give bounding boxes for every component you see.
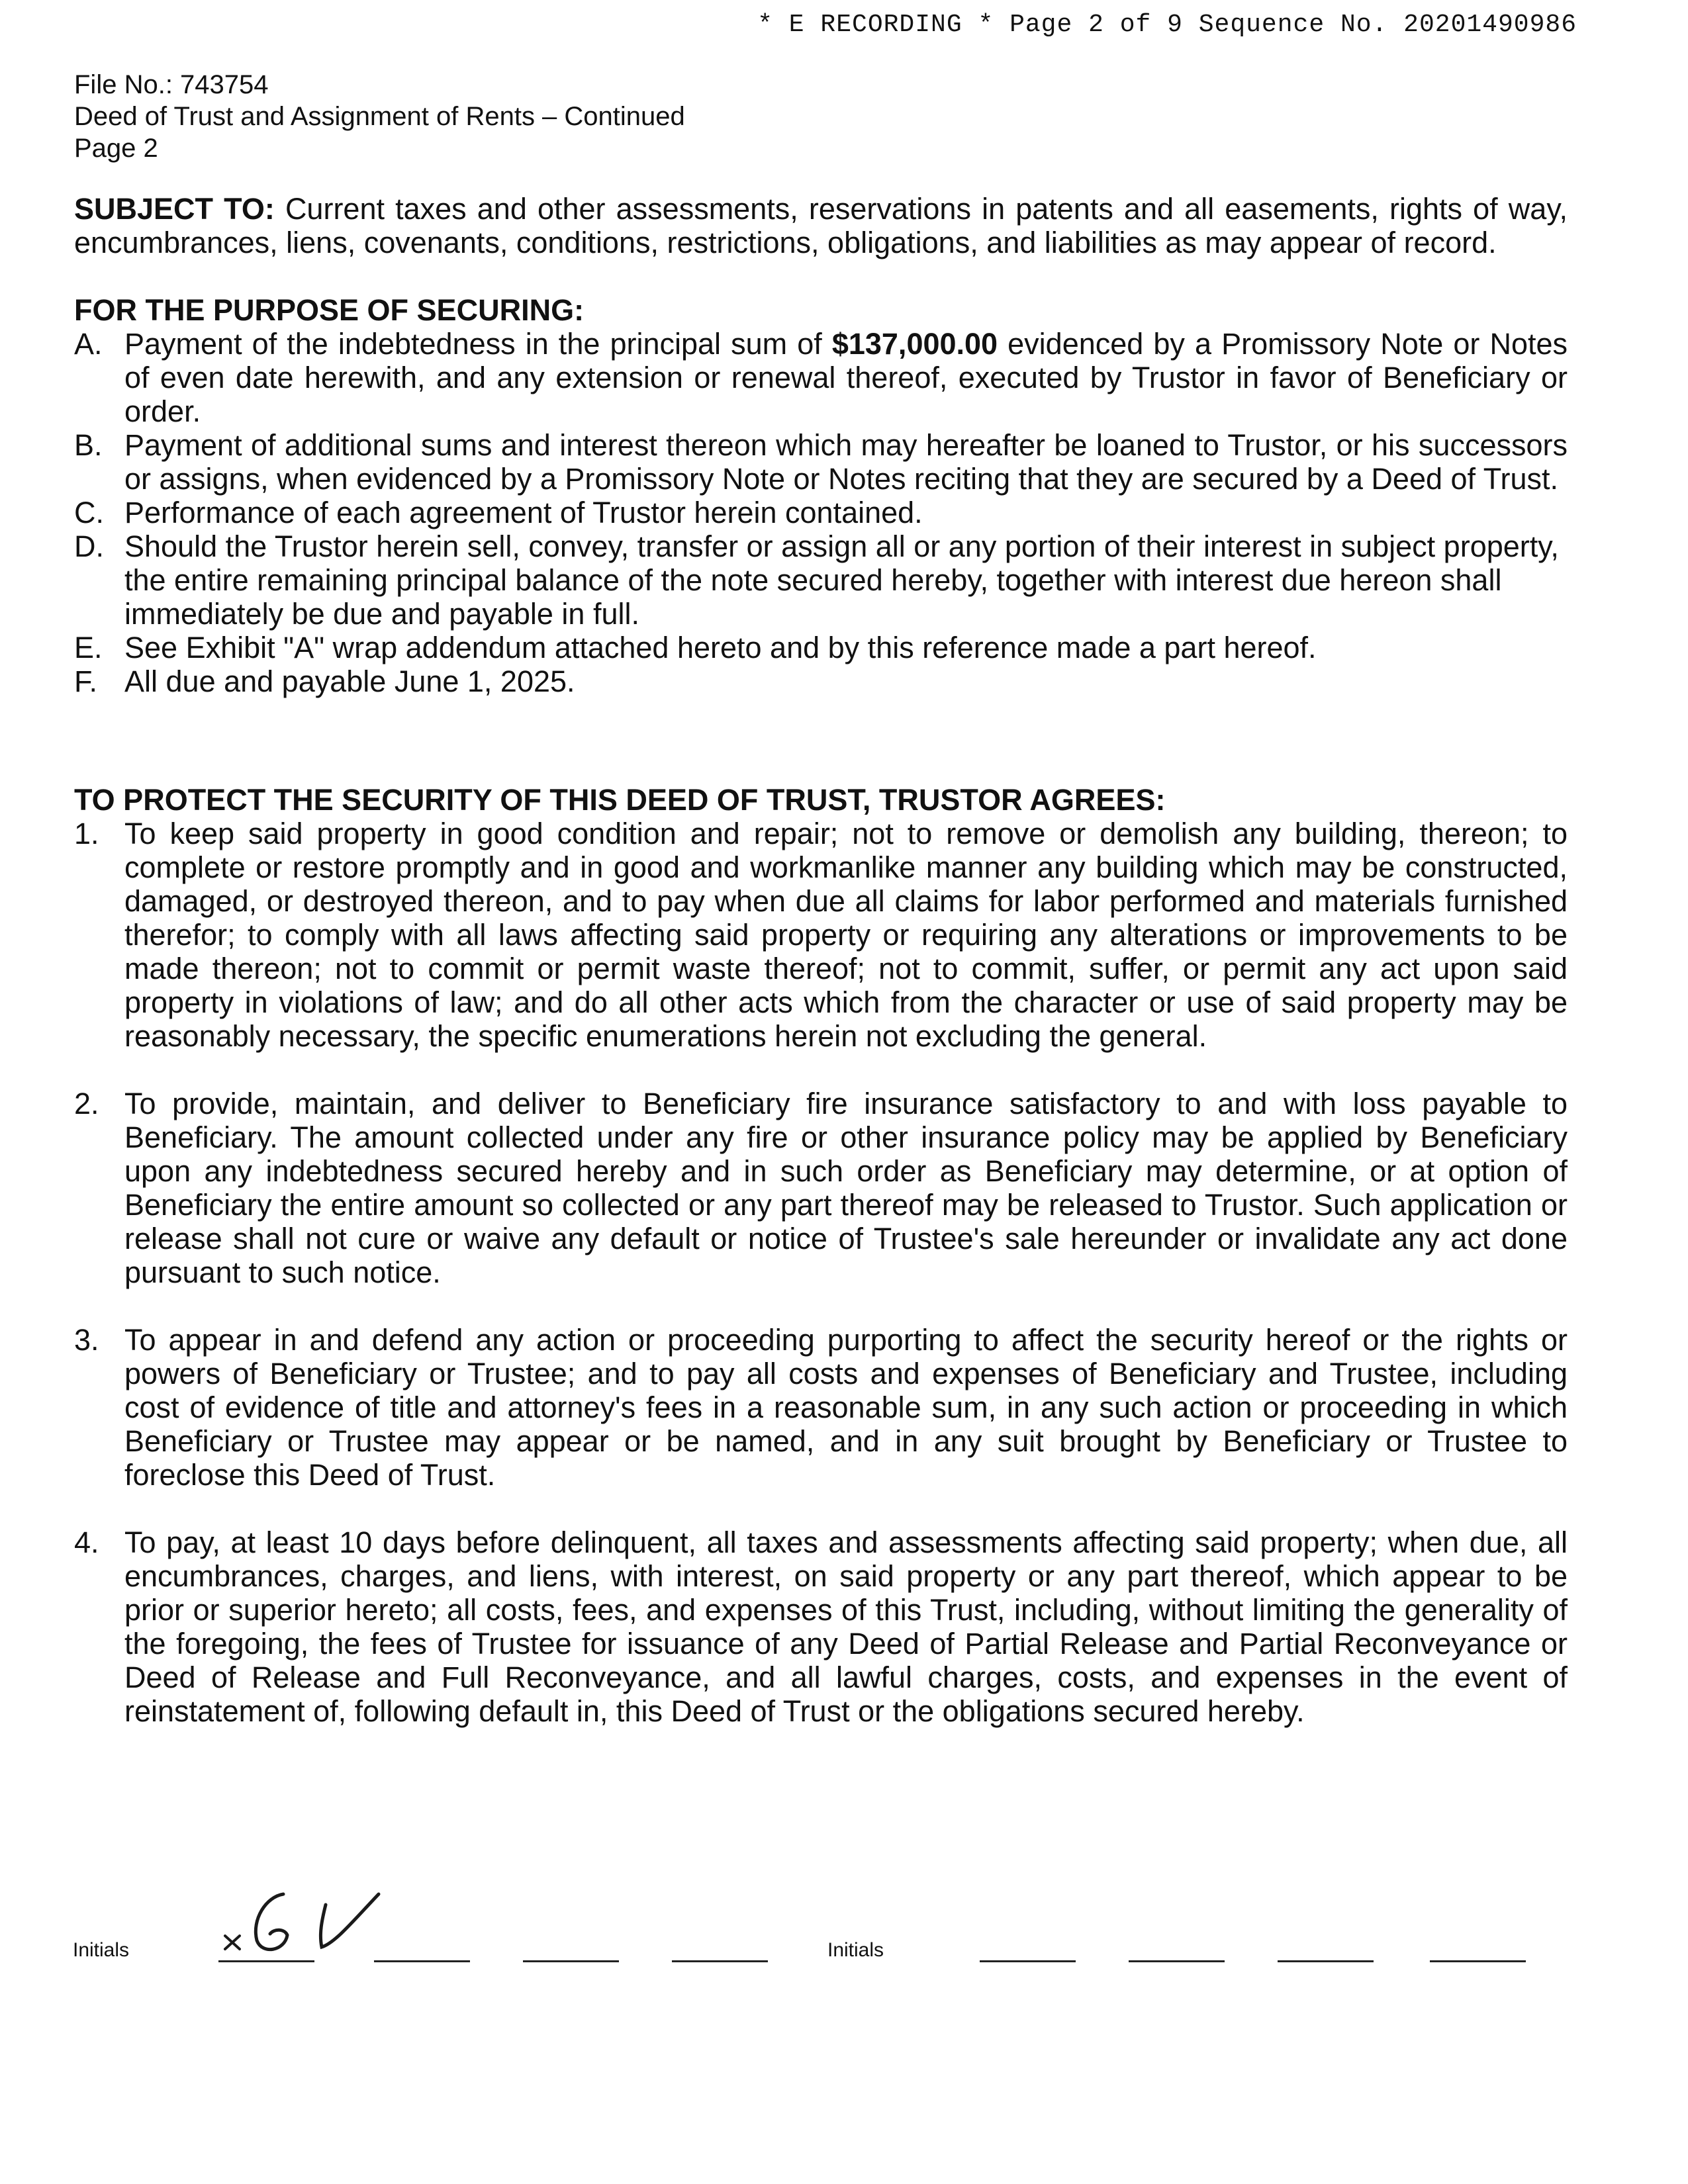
file-number: File No.: 743754	[74, 70, 269, 99]
initials-line[interactable]	[1129, 1960, 1225, 1962]
purpose-item-text: Should the Trustor herein sell, convey, transfer or assign all or any portion of their interest in subject property, the entire remaining principal balance of the note secured hereby, together with interest due hereon shall immediately be due and payable in full.	[124, 529, 1559, 631]
purpose-item-e	[74, 631, 1568, 664]
protect-item-text: To pay, at least 10 days before delinquent, all taxes and assessments affecting said property; when due, all encumbrances, charges, and liens, with interest, on said property or any part thereof, which appear to be prior or superior hereto; all costs, fees, and expenses of this Trust, including, without limiting the generality of the foregoing, the fees of Trustee for issuance of any Deed of Partial Release and Partial Reconveyance or Deed of Release and Full Reconveyance, and all lawful charges, costs, and expenses in the event of reinstatement of, following default in, this Deed of Trust or the obligations secured hereby.	[124, 1525, 1568, 1728]
purpose-item-f	[74, 664, 1568, 698]
purpose-item-text: See Exhibit "A" wrap addendum attached hereto and by this reference made a part hereof.	[124, 631, 1317, 664]
purpose-item-d	[74, 529, 1568, 631]
purpose-item-text: evidenced by a Promissory Note or Notes of even date herewith, and any extension or renewal thereof, executed by Trustor in favor of Beneficiary or order.	[124, 327, 1568, 428]
list-marker: B.	[74, 428, 103, 462]
protect-item-text: To appear in and defend any action or proceeding purporting to affect the security hereof or the rights or powers of Beneficiary or Trustee; and to pay all costs and expenses of Beneficiary and Trustee, including cost of evidence of title and attorney's fees in a reasonable sum, in any such action or proceeding in which Beneficiary or Trustee may appear or be named, and in any suit brought by Beneficiary or Trustee to foreclose this Deed of Trust.	[124, 1323, 1568, 1492]
list-marker: 4.	[74, 1525, 99, 1559]
subject-to-section	[74, 192, 1568, 259]
document-title: Deed of Trust and Assignment of Rents – Continued	[74, 102, 685, 131]
initials-line[interactable]	[672, 1960, 768, 1962]
principal-amount: $137,000.00	[831, 327, 998, 361]
document-header	[74, 69, 685, 164]
subject-to-label: SUBJECT TO:	[74, 192, 275, 226]
purpose-heading: FOR THE PURPOSE OF SECURING:	[74, 293, 585, 327]
handwritten-initials-signature	[205, 1880, 430, 1966]
protect-list	[74, 817, 1568, 1728]
purpose-item-text: Payment of additional sums and interest thereon which may hereafter be loaned to Trustor, or his successors or assigns, when evidenced by a Promissory Note or Notes reciting that they are secured by a Deed of Trust.	[124, 428, 1568, 496]
list-marker: 2.	[74, 1087, 99, 1120]
purpose-list	[74, 327, 1568, 698]
list-marker: A.	[74, 327, 103, 361]
initials-line[interactable]	[218, 1960, 314, 1962]
purpose-item-b	[74, 428, 1568, 496]
purpose-item-c	[74, 496, 1568, 529]
subject-to-text: Current taxes and other assessments, reservations in patents and all easements, rights of way, encumbrances, liens, covenants, conditions, restrictions, obligations, and liabilities as may appear of record.	[74, 192, 1568, 259]
list-marker: 1.	[74, 817, 99, 850]
protect-item-4	[74, 1525, 1568, 1728]
document-body	[74, 192, 1568, 1728]
purpose-item-text: Performance of each agreement of Trustor herein contained.	[124, 496, 923, 529]
list-marker: E.	[74, 631, 103, 664]
list-marker: F.	[74, 664, 98, 698]
purpose-item-a	[74, 327, 1568, 428]
protect-item-2	[74, 1087, 1568, 1289]
initials-line[interactable]	[523, 1960, 619, 1962]
purpose-item-text: All due and payable June 1, 2025.	[124, 664, 575, 698]
list-marker: C.	[74, 496, 104, 529]
list-marker: 3.	[74, 1323, 99, 1357]
protect-item-3	[74, 1323, 1568, 1492]
page-label: Page 2	[74, 134, 158, 163]
purpose-item-text: Payment of the indebtedness in the principal sum of	[124, 327, 832, 361]
protect-item-1	[74, 817, 1568, 1053]
initials-line[interactable]	[1430, 1960, 1526, 1962]
initials-label-left: Initials	[73, 1939, 130, 1961]
protect-item-text: To provide, maintain, and deliver to Beneficiary fire insurance satisfactory to and with loss payable to Beneficiary. The amount collected under any fire or other insurance policy may be applied by Beneficiary upon any indebtedness secured hereby and in such order as Beneficiary may determine, or at option of Beneficiary the entire amount so collected or any part thereof may be released to Trustor. Such application or release shall not cure or waive any default or notice of Trustee's sale hereunder or invalidate any act done pursuant to such notice.	[124, 1087, 1568, 1289]
initials-line[interactable]	[1278, 1960, 1374, 1962]
initials-row	[73, 1880, 1569, 1959]
protect-item-text: To keep said property in good condition and repair; not to remove or demolish any building, thereon; to complete or restore promptly and in good and workmanlike manner any building which may be constructed, damaged, or destroyed thereon, and to pay when due all claims for labor performed and materials furnished therefor; to comply with all laws affecting said property or requiring any alterations or improvements to be made thereon; not to commit or permit waste thereof; not to commit, suffer, or permit any act upon said property in violations of law; and do all other acts which from the character or use of said property may be reasonably necessary, the specific enumerations herein not excluding the general.	[124, 817, 1568, 1053]
recording-header: * E RECORDING * Page 2 of 9 Sequence No. 20201490986	[757, 11, 1577, 39]
initials-label-right: Initials	[827, 1939, 884, 1961]
protect-heading: TO PROTECT THE SECURITY OF THIS DEED OF TRUST, TRUSTOR AGREES:	[74, 783, 1166, 817]
initials-line[interactable]	[980, 1960, 1076, 1962]
initials-line[interactable]	[374, 1960, 470, 1962]
list-marker: D.	[74, 529, 104, 563]
